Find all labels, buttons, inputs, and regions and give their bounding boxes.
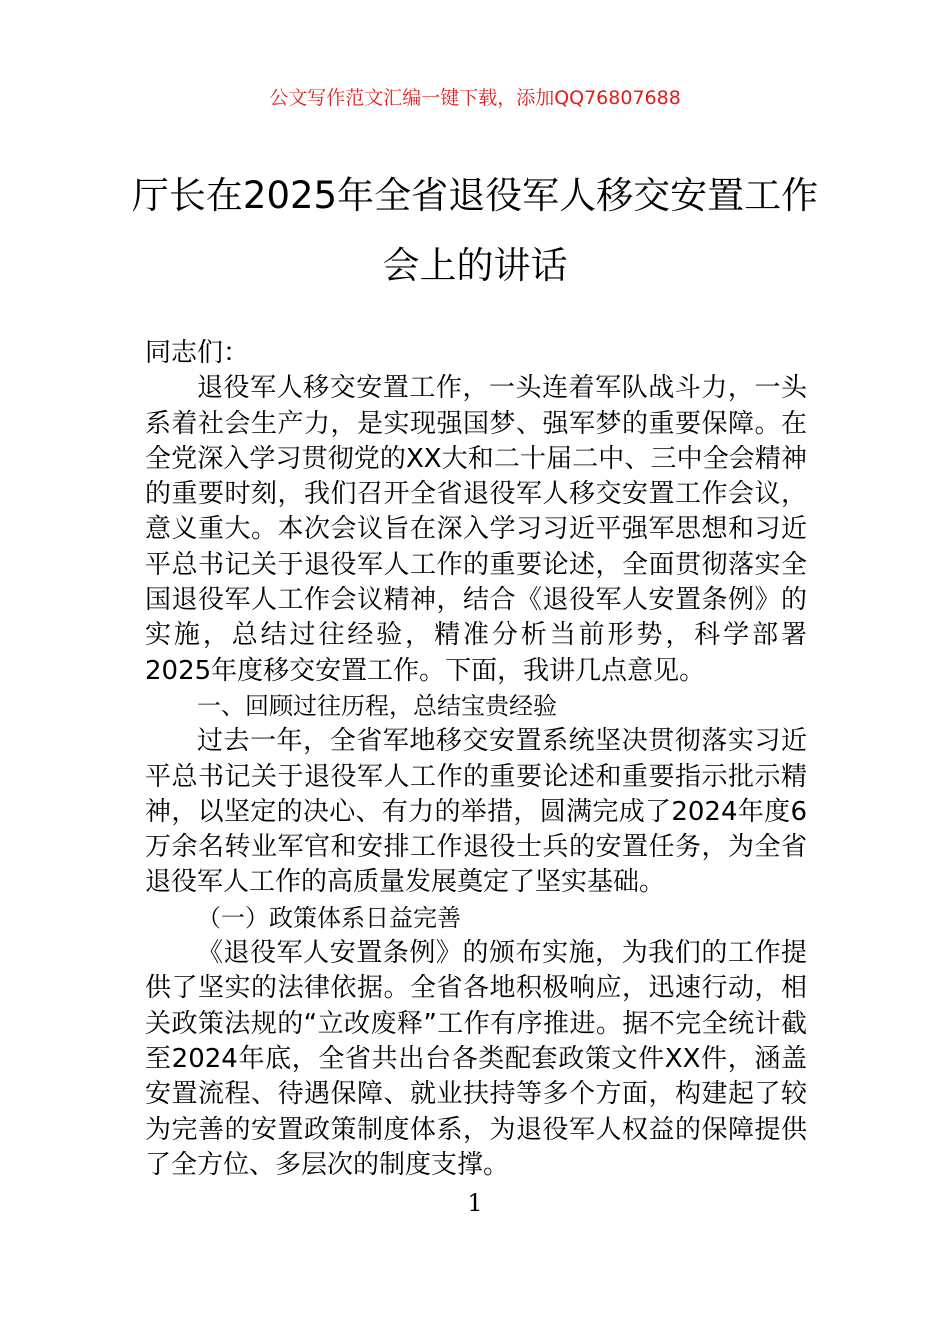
section-heading-1: 一、回顾过往历程，总结宝贵经验 bbox=[197, 691, 557, 720]
document-body bbox=[145, 336, 807, 1183]
document-title-line-1: 厅长在2025年全省退役军人移交安置工作 bbox=[131, 174, 819, 217]
paragraph-policy: 《退役军人安置条例》的颁布实施，为我们的工作提供了坚实的法律依据。全省各地积极响应，迅速行动，相关政策法规的“立改废释”工作有序推进。据不完全统计截至2024年底，全省共出台各类配套政策文件XX件，涵盖安置流程、待遇保障、就业扶持等多个方面，构建起了较为完善的安置政策制度体系，为退役军人权益的保障提供了全方位、多层次的制度支撑。 bbox=[145, 938, 807, 1180]
subsection-heading-1: （一）政策体系日益完善 bbox=[197, 903, 461, 932]
paragraph-intro: 退役军人移交安置工作，一头连着军队战斗力，一头系着社会生产力，是实现强国梦、强军梦的重要保障。在全党深入学习贯彻党的XX大和二十届二中、三中全会精神的重要时刻，我们召开全省退役军人移交安置工作会议，意义重大。本次会议旨在深入学习习近平强军思想和习近平总书记关于退役军人工作的重要论述，全面贯彻落实全国退役军人工作会议精神，结合《退役军人安置条例》的实施，总结过往经验，精准分析当前形势，科学部署2025年度移交安置工作。下面，我讲几点意见。 bbox=[145, 373, 807, 686]
document-title-line-2: 会上的讲话 bbox=[382, 244, 568, 287]
paragraph-review: 过去一年，全省军地移交安置系统坚决贯彻落实习近平总书记关于退役军人工作的重要论述和重要指示批示精神，以坚定的决心、有力的举措，圆满完成了2024年度6万余名转业军官和安排工作退役士兵的安置任务，为全省退役军人工作的高质量发展奠定了坚实基础。 bbox=[145, 726, 807, 898]
page-number: 1 bbox=[467, 1189, 483, 1217]
promo-banner: 公文写作范文汇编一键下载，添加QQ76807688 bbox=[269, 87, 681, 109]
salutation: 同志们： bbox=[145, 338, 250, 368]
